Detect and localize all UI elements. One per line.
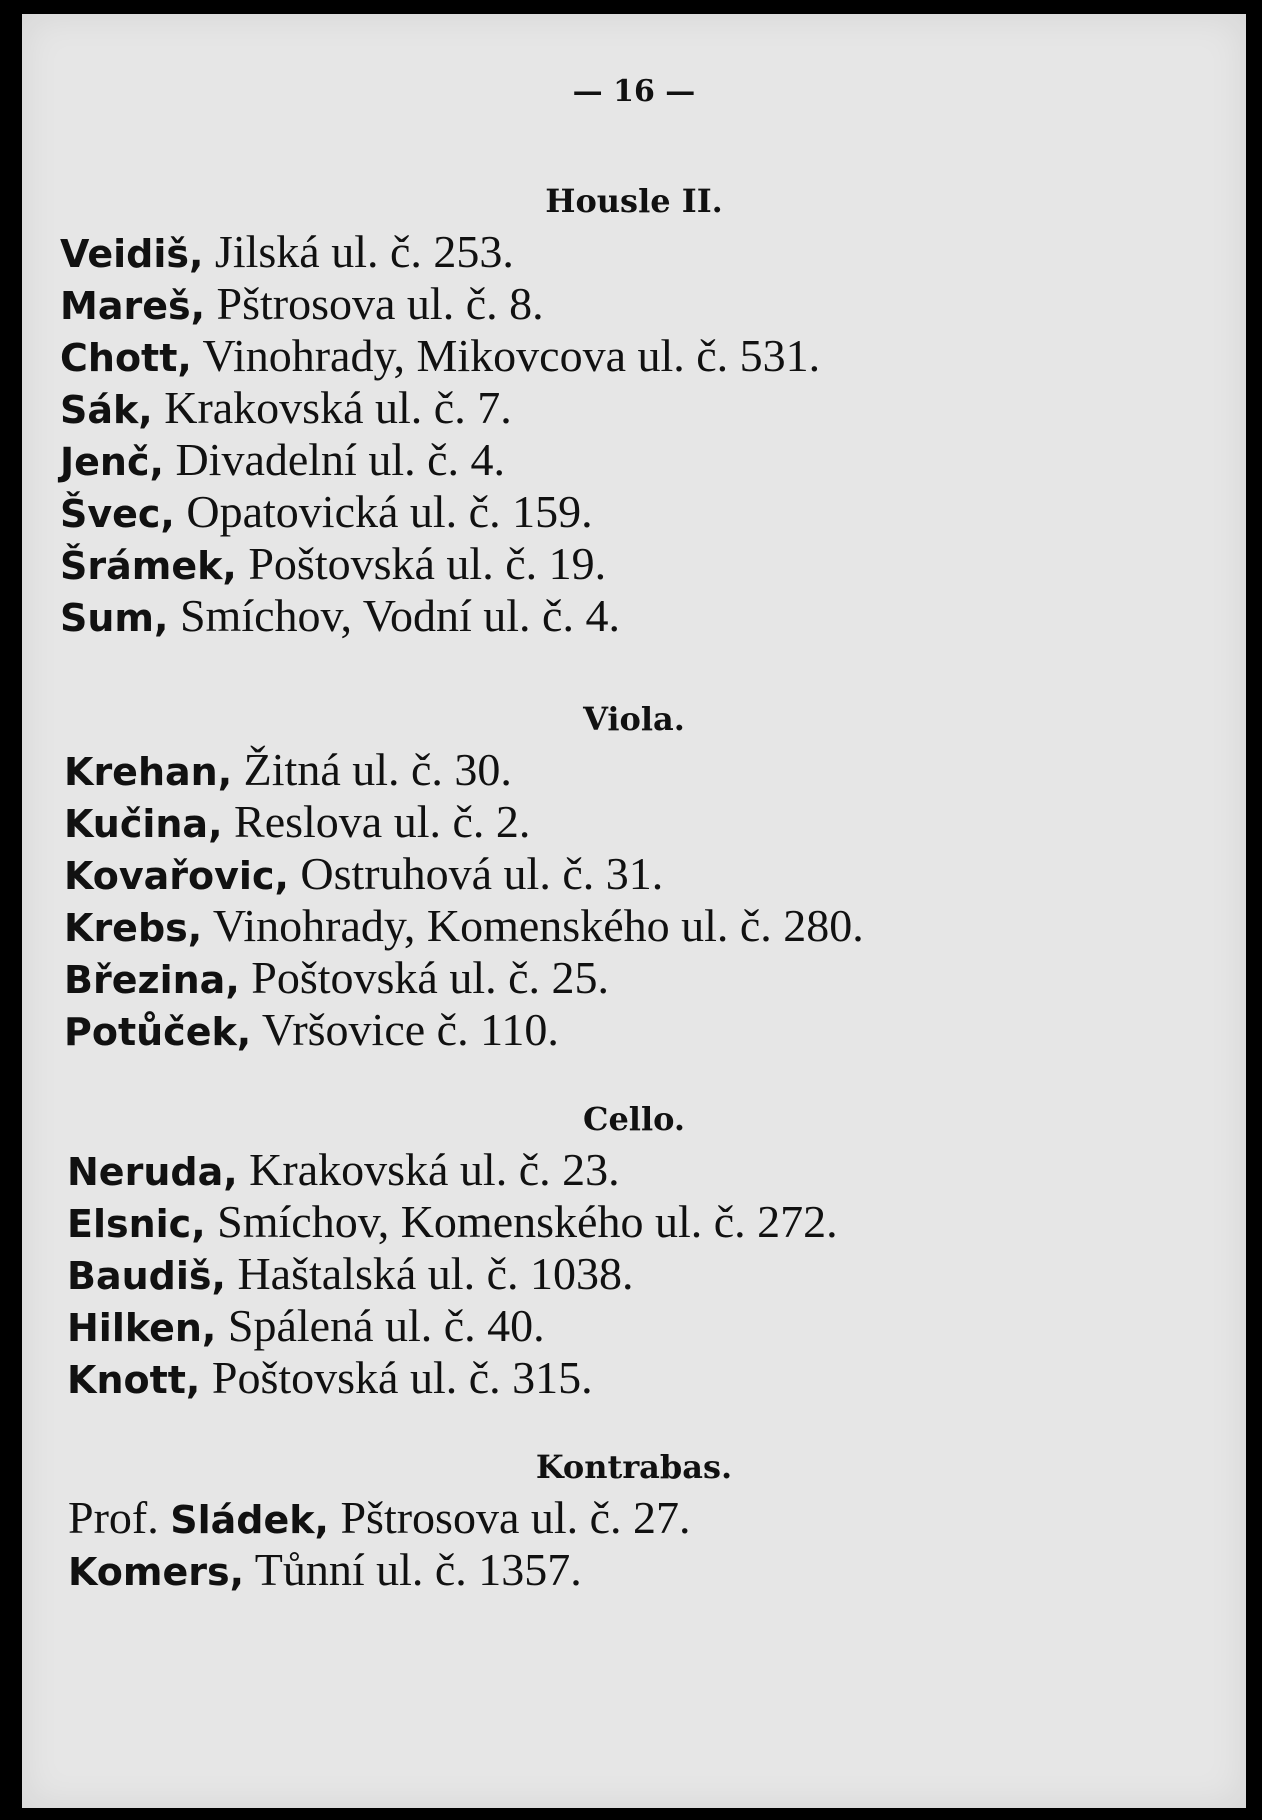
list-item xyxy=(60,330,1246,382)
entry-address: Vinohrady, Mikovcova ul. č. 531. xyxy=(191,330,821,381)
list-item xyxy=(60,278,1246,330)
section-heading: Kontrabas. xyxy=(535,1448,733,1486)
entry-list xyxy=(22,1144,1246,1404)
list-item xyxy=(67,1144,1246,1196)
list-item xyxy=(60,382,1246,434)
entry-name: Švec, xyxy=(60,492,175,536)
entry-address: Pštrosova ul. č. 27. xyxy=(328,1492,691,1543)
entry-name: Veidiš, xyxy=(60,232,204,276)
entry-name: Knott, xyxy=(67,1358,201,1402)
entry-address: Divadelní ul. č. 4. xyxy=(163,434,506,485)
entry-name: Neruda, xyxy=(67,1150,238,1194)
page-number: — 16 — xyxy=(572,74,696,109)
list-item xyxy=(68,1492,1246,1544)
entry-name: Sák, xyxy=(60,388,153,432)
list-item xyxy=(64,952,1246,1004)
entry-name: Šrámek, xyxy=(60,544,237,588)
entry-address: Jilská ul. č. 253. xyxy=(203,226,514,277)
entry-address: Spálená ul. č. 40. xyxy=(216,1300,545,1351)
section-housle xyxy=(22,176,1246,642)
entry-name: Komers, xyxy=(68,1550,245,1594)
list-item xyxy=(64,744,1246,796)
entry-name: Březina, xyxy=(64,958,240,1002)
list-item xyxy=(60,486,1246,538)
section-heading: Housle II. xyxy=(545,182,723,220)
list-item xyxy=(67,1196,1246,1248)
entry-address: Opatovická ul. č. 159. xyxy=(174,486,593,537)
list-item xyxy=(64,796,1246,848)
entry-address: Krakovská ul. č. 7. xyxy=(152,382,512,433)
list-item xyxy=(60,538,1246,590)
entry-address: Vršovice č. 110. xyxy=(251,1004,559,1055)
entry-list xyxy=(22,744,1246,1056)
entry-name: Chott, xyxy=(60,336,192,380)
document-page xyxy=(22,14,1246,1808)
list-item xyxy=(67,1300,1246,1352)
list-item xyxy=(67,1248,1246,1300)
entry-name: Sum, xyxy=(60,596,169,640)
entry-list xyxy=(22,226,1246,642)
section-kontrabas xyxy=(22,1442,1246,1596)
entry-list xyxy=(22,1492,1246,1596)
entry-prefix: Prof. xyxy=(68,1492,171,1543)
entry-name: Krebs, xyxy=(64,906,203,950)
list-item xyxy=(64,848,1246,900)
entry-name: Hilken, xyxy=(67,1306,217,1350)
entry-address: Tůnní ul. č. 1357. xyxy=(244,1544,582,1595)
entry-address: Žitná ul. č. 30. xyxy=(232,744,512,795)
entry-address: Pštrosova ul. č. 8. xyxy=(205,278,544,329)
section-heading: Viola. xyxy=(583,700,685,738)
entry-address: Poštovská ul. č. 25. xyxy=(239,952,610,1003)
list-item xyxy=(64,900,1246,952)
entry-name: Mareš, xyxy=(60,284,206,328)
section-cello xyxy=(22,1094,1246,1404)
list-item xyxy=(60,226,1246,278)
entry-name: Elsnic, xyxy=(67,1202,206,1246)
list-item xyxy=(60,590,1246,642)
entry-address: Vinohrady, Komenského ul. č. 280. xyxy=(202,900,864,951)
entry-name: Kučina, xyxy=(64,802,223,846)
section-viola xyxy=(22,694,1246,1056)
entry-name: Kovařovic, xyxy=(64,854,289,898)
entry-address: Ostruhová ul. č. 31. xyxy=(288,848,664,899)
list-item xyxy=(64,1004,1246,1056)
entry-name: Krehan, xyxy=(64,750,233,794)
list-item xyxy=(67,1352,1246,1404)
entry-address: Poštovská ul. č. 19. xyxy=(236,538,607,589)
list-item xyxy=(68,1544,1246,1596)
list-item xyxy=(60,434,1246,486)
entry-name: Jenč, xyxy=(60,440,164,484)
entry-address: Reslova ul. č. 2. xyxy=(222,796,531,847)
entry-address: Krakovská ul. č. 23. xyxy=(237,1144,620,1195)
section-heading: Cello. xyxy=(582,1100,686,1138)
entry-address: Poštovská ul. č. 315. xyxy=(200,1352,593,1403)
entry-address: Smíchov, Vodní ul. č. 4. xyxy=(168,590,620,641)
entry-address: Haštalská ul. č. 1038. xyxy=(225,1248,634,1299)
entry-name: Sládek, xyxy=(170,1498,329,1542)
entry-name: Potůček, xyxy=(64,1010,252,1054)
entry-address: Smíchov, Komenského ul. č. 272. xyxy=(205,1196,838,1247)
entry-name: Baudiš, xyxy=(67,1254,226,1298)
